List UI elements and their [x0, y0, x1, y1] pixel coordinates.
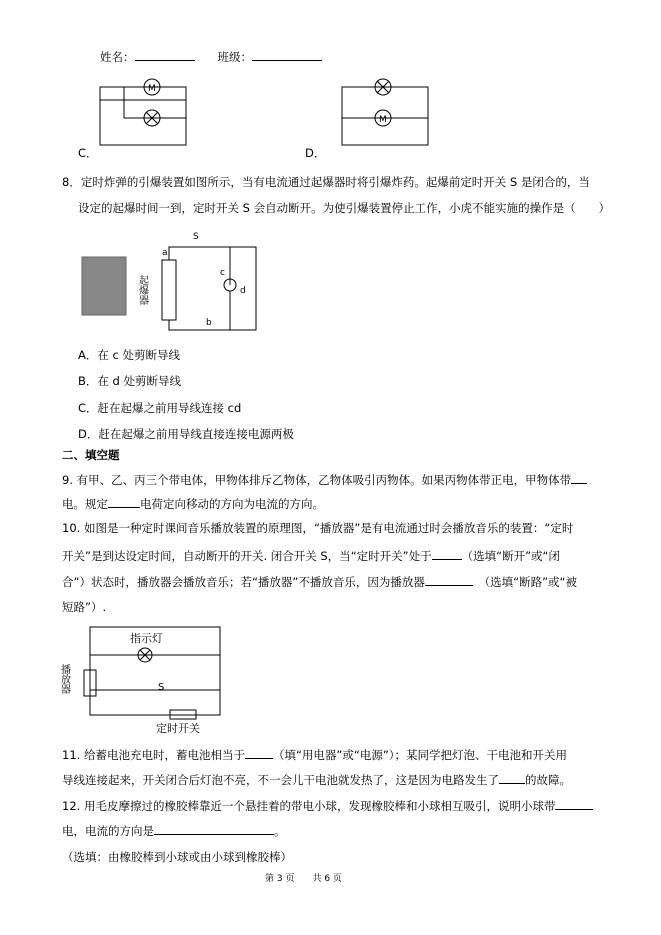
detonator-photo: [82, 257, 126, 315]
q12-text-2: 电，电流的方向是: [62, 824, 154, 838]
q12-note: （选填：由橡胶棒到小球或由小球到橡胶棒）: [62, 850, 292, 864]
q8-text: 8．定时炸弹的引爆装置如图所示，当有电流通过起爆器时将引爆炸药。起爆前定时开关 S 是闭合的，当: [62, 175, 590, 189]
q10-text-5: （选填“断路”或“被: [484, 575, 577, 589]
q8-option-a: A．在 c 处剪断导线: [78, 348, 180, 362]
q11-line2: [62, 771, 571, 788]
q10-blank-2[interactable]: [425, 573, 473, 586]
q9-text-3: 电荷定向移动的方向为电流的方向。: [140, 497, 324, 511]
svg-text:指示灯: 指示灯: [130, 632, 163, 645]
q9-blank-2[interactable]: [108, 495, 140, 508]
q12-text: 12. 用毛皮摩擦过的橡胶棒靠近一个悬挂着的带电小球，发现橡胶棒和小球相互吸引，说明小球带: [62, 799, 556, 813]
svg-text:S: S: [193, 232, 199, 242]
q8-option-d: D．赶在起爆之前用导线直接连接电源两极: [78, 427, 294, 441]
q10-figure: [60, 622, 240, 737]
q12-blank-2[interactable]: [154, 822, 274, 835]
q9-text-2: 电。规定: [62, 497, 108, 511]
svg-text:起爆器: 起爆器: [136, 275, 148, 305]
q10-line2: [62, 547, 560, 564]
q12-text-3: 。: [274, 824, 286, 838]
q8-figure: [78, 225, 278, 335]
q11-blank-1[interactable]: [245, 746, 273, 759]
svg-text:定时开关: 定时开关: [156, 722, 200, 735]
class-label: 班级：: [217, 50, 252, 64]
svg-text:b: b: [206, 318, 212, 328]
svg-text:d: d: [240, 286, 246, 296]
q10-text-3: （选填“断开”或“闭: [461, 549, 561, 563]
name-label: 姓名：: [100, 50, 135, 64]
svg-text:M: M: [379, 115, 387, 125]
page-number: 第 3 页: [265, 874, 295, 884]
svg-text:播放器: 播放器: [58, 664, 70, 694]
page-footer: [265, 871, 342, 884]
circuit-d: [342, 79, 428, 145]
q11-text-3: 导线连接起来，开关闭合后灯泡不亮，不一会儿干电池就发热了，这是因为电路发生了: [62, 773, 499, 787]
svg-text:S: S: [158, 682, 165, 693]
q10-text: 10. 如图是一种定时课间音乐播放装置的原理图，“播放器”是有电流通过时会播放音乐的装置：“定时: [62, 521, 574, 535]
q10-text-4: 合”）状态时，播放器会播放音乐；若“播放器”不播放音乐，因为播放器: [62, 575, 425, 589]
q11-blank-2[interactable]: [499, 771, 525, 784]
q11-text: 11. 给蓄电池充电时，蓄电池相当于: [62, 748, 245, 762]
page-total: 共 6 页: [312, 874, 342, 884]
q10-line3: [62, 573, 577, 590]
svg-text:M: M: [148, 84, 156, 94]
circuit-options-cd: [0, 0, 661, 170]
q10-text-6: 短路”）.: [62, 600, 107, 614]
q11-line1: [62, 746, 567, 763]
svg-text:c: c: [220, 268, 225, 278]
q12-line2: [62, 822, 286, 839]
q12-line1: [62, 797, 593, 814]
q10-text-2: 开关”是到达设定时间，自动断开的开关. 闭合开关 S，当“定时开关”处于: [62, 549, 432, 563]
section-title: 二、填空题: [62, 448, 120, 462]
q11-text-2: （填“用电器”或“电源”）；某同学把灯泡、干电池和开关用: [272, 748, 568, 762]
option-c: C．: [78, 146, 98, 160]
q9-blank-1[interactable]: [571, 471, 587, 484]
q11-text-4: 的故障。: [525, 773, 571, 787]
q8-text-2: 设定的起爆时间一到，定时开关 S 会自动断开。为使引爆装置停止工作，小虎不能实施的操作是（ ）: [78, 201, 611, 215]
option-d: D．: [305, 146, 326, 160]
q10-blank-1[interactable]: [432, 547, 462, 560]
q8-option-b: B．在 d 处剪断导线: [78, 374, 181, 388]
q9-line1: [62, 471, 587, 488]
q12-blank-1[interactable]: [555, 797, 593, 810]
q9-text: 9. 有甲、乙、丙三个带电体，甲物体排斥乙物体，乙物体吸引丙物体。如果丙物体带正电，甲物体带: [62, 473, 572, 487]
q8-option-c: C．赶在起爆之前用导线连接 cd: [78, 401, 242, 415]
q9-line2: [62, 495, 324, 512]
circuit-c: [100, 79, 186, 145]
svg-text:a: a: [162, 248, 168, 258]
